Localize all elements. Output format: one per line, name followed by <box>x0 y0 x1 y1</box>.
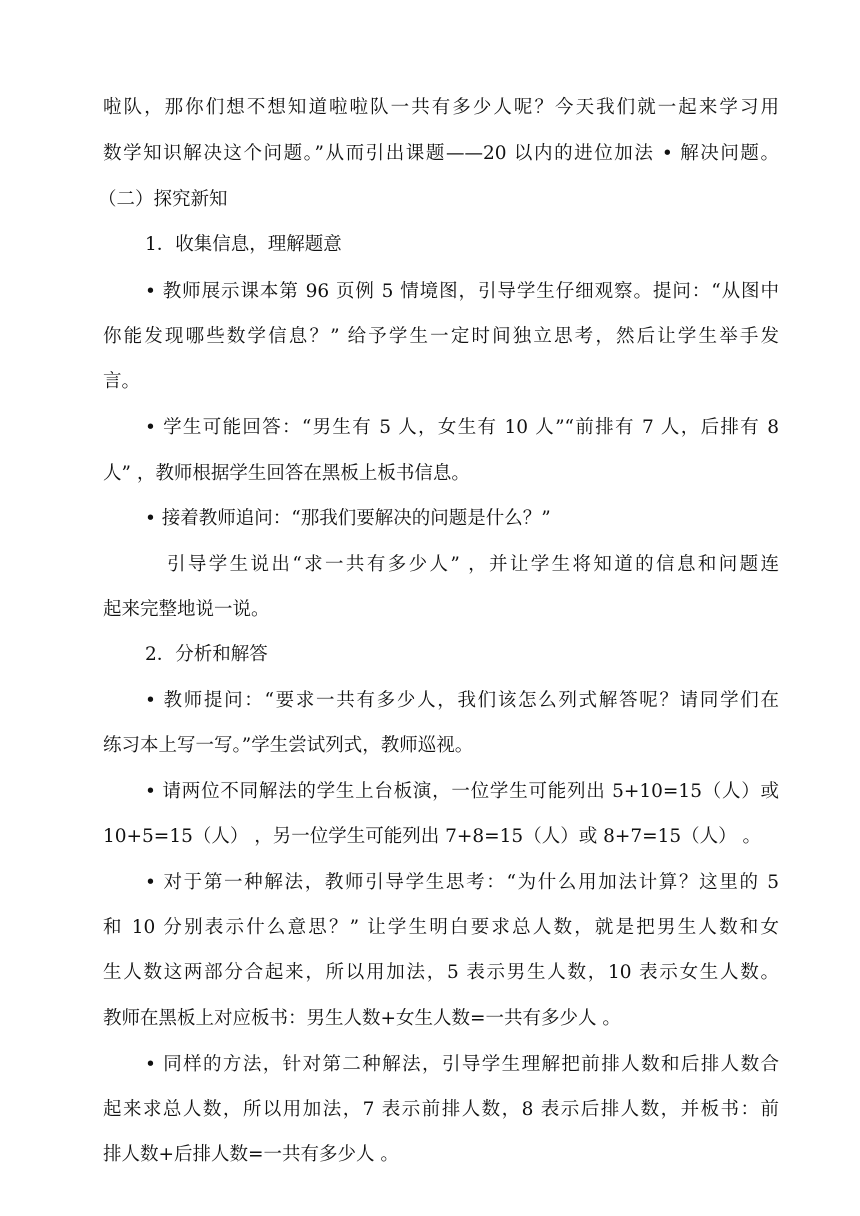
paragraph-line: 你能发现哪些数学信息？” 给予学生一定时间独立思考，然后让学生举手发 <box>103 326 779 347</box>
paragraph-line: 练习本上写一写。”学生尝试列式，教师巡视。 <box>103 735 474 756</box>
bullet-paragraph-line: • 学生可能回答：“男生有 5 人，女生有 10 人”“前排有 7 人，后排有 8 <box>145 417 779 438</box>
paragraph-line: 和 10 分别表示什么意思？” 让学生明白要求总人数，就是把男生人数和女 <box>103 917 779 938</box>
paragraph-line: 生人数这两部分合起来，所以用加法，5 表示男生人数，10 表示女生人数。 <box>103 962 779 983</box>
subsection-heading: 2．分析和解答 <box>145 644 268 665</box>
paragraph-line: 人” ，教师根据学生回答在黑板上板书信息。 <box>103 463 470 484</box>
bullet-paragraph-line: • 同样的方法，针对第二种解法，引导学生理解把前排人数和后排人数合 <box>145 1054 779 1075</box>
paragraph-line: 教师在黑板上对应板书：男生人数+女生人数=一共有多少人 。 <box>103 1008 621 1029</box>
paragraph-line: 10+5=15（人） ，另一位学生可能列出 7+8=15（人）或 8+7=15（人） 。 <box>103 826 762 847</box>
bullet-paragraph-line: • 请两位不同解法的学生上台板演，一位学生可能列出 5+10=15（人）或 <box>145 781 779 802</box>
paragraph-line: 起来求总人数，所以用加法，7 表示前排人数，8 表示后排人数，并板书：前 <box>103 1099 779 1120</box>
paragraph-line: 数学知识解决这个问题。”从而引出课题——20 以内的进位加法 • 解决问题。 <box>103 143 779 164</box>
bullet-paragraph-line: • 教师提问：“要求一共有多少人，我们该怎么列式解答呢？请同学们在 <box>145 690 779 711</box>
bullet-paragraph-line: • 对于第一种解法，教师引导学生思考：“为什么用加法计算？这里的 5 <box>145 872 779 893</box>
bullet-paragraph-line: • 教师展示课本第 96 页例 5 情境图，引导学生仔细观察。提问：“从图中 <box>145 281 779 302</box>
section-heading: （二）探究新知 <box>98 189 228 210</box>
subsection-heading: 1．收集信息，理解题意 <box>145 234 342 255</box>
paragraph-line: 言。 <box>103 371 141 392</box>
paragraph-line: 引导学生说出“求一共有多少人” ，并让学生将知道的信息和问题连 <box>167 554 779 575</box>
paragraph-line: 排人数+后排人数=一共有多少人 。 <box>103 1144 399 1165</box>
paragraph-line: 起来完整地说一说。 <box>103 599 270 620</box>
bullet-paragraph-line: • 接着教师追问：“那我们要解决的问题是什么？” <box>145 508 551 529</box>
paragraph-line: 啦队，那你们想不想知道啦啦队一共有多少人呢？今天我们就一起来学习用 <box>103 97 779 118</box>
